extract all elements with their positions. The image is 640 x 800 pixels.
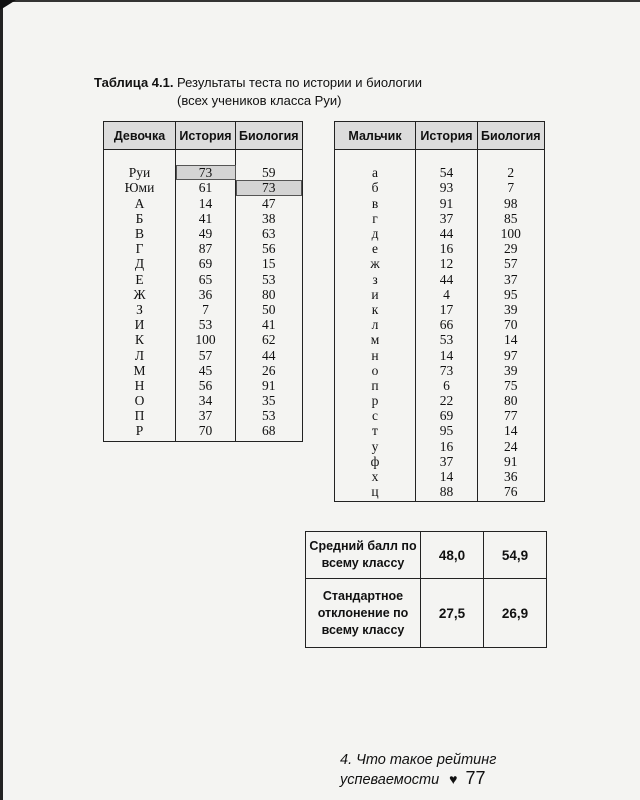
girls-header-biology: Биология	[236, 122, 303, 150]
table-row	[104, 317, 303, 332]
girls-cell-name: Руи	[104, 165, 176, 180]
boys-cell-history: 53	[416, 332, 478, 347]
girls-cell-biology: 91	[236, 378, 303, 393]
table-row	[104, 302, 303, 317]
girls-cell-biology: 59	[236, 165, 303, 180]
girls-cell-name: Н	[104, 378, 176, 393]
boys-cell-biology: 70	[478, 317, 545, 332]
boys-gap-cell	[416, 150, 478, 166]
girls-cell-biology: 41	[236, 317, 303, 332]
girls-cell-history: 36	[176, 287, 236, 302]
boys-cell-name: о	[335, 363, 416, 378]
girls-header-gap	[104, 150, 303, 166]
boys-cell-biology: 97	[478, 347, 545, 362]
boys-cell-biology: 57	[478, 256, 545, 271]
table-row	[104, 180, 303, 195]
boys-header-biology: Биология	[478, 122, 545, 150]
boys-gap-cell	[335, 150, 416, 166]
boys-cell-name: к	[335, 302, 416, 317]
mean-label: Средний балл по всему классу	[306, 532, 421, 579]
sd-label: Стандартное отклонение по всему классу	[306, 579, 421, 648]
boys-gap-cell	[478, 150, 545, 166]
girls-cell-biology: 15	[236, 256, 303, 271]
table-row	[335, 439, 545, 454]
boys-cell-biology: 85	[478, 211, 545, 226]
table-row	[104, 363, 303, 378]
boys-cell-history: 22	[416, 393, 478, 408]
boys-cell-biology: 76	[478, 484, 545, 502]
boys-cell-history: 66	[416, 317, 478, 332]
girls-cell-history: 61	[176, 180, 236, 195]
table-row	[104, 408, 303, 423]
girls-cell-biology: 73	[236, 180, 303, 195]
boys-cell-history: 12	[416, 256, 478, 271]
girls-cell-history: 41	[176, 211, 236, 226]
boys-cell-biology: 14	[478, 332, 545, 347]
boys-header-row	[335, 122, 545, 150]
table-row	[335, 165, 545, 180]
table-row	[335, 256, 545, 271]
girls-cell-history: 37	[176, 408, 236, 423]
table-row	[335, 423, 545, 438]
table-row	[104, 393, 303, 408]
boys-cell-name: м	[335, 332, 416, 347]
table-row	[335, 272, 545, 287]
girls-gap-cell	[176, 150, 236, 166]
girls-cell-history: 34	[176, 393, 236, 408]
table-row	[335, 287, 545, 302]
girls-header-name: Девочка	[104, 122, 176, 150]
boys-cell-biology: 39	[478, 363, 545, 378]
table-row	[335, 302, 545, 317]
table-row	[335, 469, 545, 484]
girls-cell-history: 45	[176, 363, 236, 378]
girls-cell-name: А	[104, 196, 176, 211]
girls-cell-history: 87	[176, 241, 236, 256]
sd-history: 27,5	[421, 579, 484, 648]
boys-cell-history: 44	[416, 272, 478, 287]
boys-cell-biology: 24	[478, 439, 545, 454]
boys-header-gap	[335, 150, 545, 166]
boys-cell-name: н	[335, 347, 416, 362]
boys-cell-biology: 91	[478, 454, 545, 469]
boys-cell-name: б	[335, 180, 416, 195]
girls-table-body	[104, 150, 303, 442]
girls-cell-biology: 44	[236, 347, 303, 362]
boys-cell-biology: 29	[478, 241, 545, 256]
boys-cell-history: 17	[416, 302, 478, 317]
boys-cell-name: у	[335, 439, 416, 454]
girls-header-row	[104, 122, 303, 150]
boys-cell-name: а	[335, 165, 416, 180]
boys-cell-name: з	[335, 272, 416, 287]
caption-title: Результаты теста по истории и биологии	[176, 75, 423, 90]
girls-cell-name: О	[104, 393, 176, 408]
table-row	[104, 165, 303, 180]
table-row	[104, 256, 303, 271]
girls-cell-name: Б	[104, 211, 176, 226]
boys-cell-history: 73	[416, 363, 478, 378]
boys-cell-biology: 2	[478, 165, 545, 180]
boys-cell-name: р	[335, 393, 416, 408]
boys-cell-history: 16	[416, 439, 478, 454]
boys-cell-name: г	[335, 211, 416, 226]
girls-gap-cell	[236, 150, 303, 166]
girls-cell-biology: 62	[236, 332, 303, 347]
boys-cell-history: 95	[416, 423, 478, 438]
girls-cell-biology: 47	[236, 196, 303, 211]
girls-cell-history: 100	[176, 332, 236, 347]
page-number: 77	[465, 768, 486, 788]
table-row	[104, 196, 303, 211]
girls-cell-biology: 53	[236, 408, 303, 423]
table-row	[335, 332, 545, 347]
boys-cell-name: в	[335, 196, 416, 211]
girls-cell-biology: 35	[236, 393, 303, 408]
table-row	[335, 363, 545, 378]
girls-cell-name: Юми	[104, 180, 176, 195]
table-row	[104, 423, 303, 441]
boys-cell-biology: 75	[478, 378, 545, 393]
page-footer	[340, 752, 640, 789]
girls-cell-biology: 50	[236, 302, 303, 317]
table-row	[104, 241, 303, 256]
caption-label: Таблица 4.1.	[94, 75, 174, 90]
table-row	[335, 484, 545, 502]
girls-cell-biology: 56	[236, 241, 303, 256]
boys-cell-history: 6	[416, 378, 478, 393]
girls-cell-name: Ж	[104, 287, 176, 302]
table-row	[104, 211, 303, 226]
sd-biology: 26,9	[484, 579, 547, 648]
boys-cell-name: ж	[335, 256, 416, 271]
girls-cell-biology: 68	[236, 423, 303, 441]
table-row	[335, 408, 545, 423]
girls-cell-biology: 26	[236, 363, 303, 378]
boys-cell-history: 44	[416, 226, 478, 241]
boys-cell-name: л	[335, 317, 416, 332]
girls-cell-history: 53	[176, 317, 236, 332]
boys-cell-history: 54	[416, 165, 478, 180]
boys-cell-name: ф	[335, 454, 416, 469]
boys-table-body	[335, 150, 545, 502]
boys-cell-biology: 7	[478, 180, 545, 195]
girls-cell-name: Л	[104, 347, 176, 362]
heart-icon: ♥	[449, 771, 458, 787]
boys-cell-history: 69	[416, 408, 478, 423]
boys-cell-history: 14	[416, 347, 478, 362]
girls-header-history: История	[176, 122, 236, 150]
boys-cell-biology: 98	[478, 196, 545, 211]
corner-mark-icon	[0, 0, 16, 10]
girls-gap-cell	[104, 150, 176, 166]
table-row	[104, 226, 303, 241]
boys-cell-history: 37	[416, 454, 478, 469]
girls-cell-history: 73	[176, 165, 236, 180]
girls-cell-biology: 38	[236, 211, 303, 226]
boys-scores-table	[334, 121, 545, 502]
girls-cell-history: 7	[176, 302, 236, 317]
girls-cell-biology: 63	[236, 226, 303, 241]
boys-header-history: История	[416, 122, 478, 150]
boys-cell-name: д	[335, 226, 416, 241]
table-row	[104, 378, 303, 393]
boys-cell-history: 91	[416, 196, 478, 211]
boys-cell-history: 4	[416, 287, 478, 302]
sd-row	[306, 579, 547, 648]
boys-cell-biology: 95	[478, 287, 545, 302]
boys-cell-history: 37	[416, 211, 478, 226]
girls-cell-history: 57	[176, 347, 236, 362]
mean-row	[306, 532, 547, 579]
boys-cell-biology: 100	[478, 226, 545, 241]
class-summary-table	[305, 531, 547, 648]
girls-cell-name: Е	[104, 272, 176, 287]
boys-cell-name: е	[335, 241, 416, 256]
girls-cell-name: М	[104, 363, 176, 378]
table-row	[335, 378, 545, 393]
boys-cell-history: 93	[416, 180, 478, 195]
boys-cell-history: 88	[416, 484, 478, 502]
boys-cell-name: с	[335, 408, 416, 423]
caption-subtitle: (всех учеников класса Руи)	[177, 93, 342, 108]
girls-cell-name: П	[104, 408, 176, 423]
table-row	[104, 272, 303, 287]
table-row	[335, 454, 545, 469]
chapter-title: 4. Что такое рейтинг успеваемости	[340, 752, 497, 788]
table-row	[335, 211, 545, 226]
table-row	[104, 287, 303, 302]
table-row	[104, 332, 303, 347]
table-caption	[94, 74, 422, 109]
girls-cell-history: 56	[176, 378, 236, 393]
boys-cell-biology: 39	[478, 302, 545, 317]
table-row	[335, 196, 545, 211]
girls-cell-name: З	[104, 302, 176, 317]
girls-cell-history: 69	[176, 256, 236, 271]
boys-cell-history: 16	[416, 241, 478, 256]
girls-cell-name: Р	[104, 423, 176, 441]
boys-cell-biology: 14	[478, 423, 545, 438]
table-row	[335, 347, 545, 362]
boys-cell-history: 14	[416, 469, 478, 484]
girls-cell-history: 70	[176, 423, 236, 441]
girls-cell-name: В	[104, 226, 176, 241]
girls-cell-name: Д	[104, 256, 176, 271]
table-row	[335, 393, 545, 408]
girls-scores-table	[103, 121, 303, 442]
boys-cell-name: и	[335, 287, 416, 302]
girls-cell-history: 14	[176, 196, 236, 211]
boys-cell-biology: 77	[478, 408, 545, 423]
girls-cell-history: 49	[176, 226, 236, 241]
boys-cell-name: п	[335, 378, 416, 393]
girls-cell-history: 65	[176, 272, 236, 287]
girls-cell-name: К	[104, 332, 176, 347]
boys-cell-name: х	[335, 469, 416, 484]
girls-cell-name: Г	[104, 241, 176, 256]
table-row	[335, 241, 545, 256]
boys-cell-biology: 80	[478, 393, 545, 408]
boys-cell-biology: 37	[478, 272, 545, 287]
boys-cell-name: т	[335, 423, 416, 438]
boys-cell-biology: 36	[478, 469, 545, 484]
girls-cell-biology: 53	[236, 272, 303, 287]
table-row	[335, 317, 545, 332]
girls-cell-biology: 80	[236, 287, 303, 302]
girls-cell-name: И	[104, 317, 176, 332]
boys-header-name: Мальчик	[335, 122, 416, 150]
table-row	[335, 226, 545, 241]
table-row	[104, 347, 303, 362]
boys-cell-name: ц	[335, 484, 416, 502]
mean-biology: 54,9	[484, 532, 547, 579]
mean-history: 48,0	[421, 532, 484, 579]
table-row	[335, 180, 545, 195]
